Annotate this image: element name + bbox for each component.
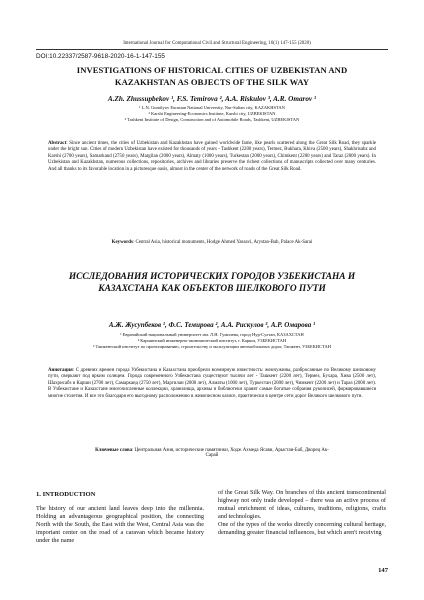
authors-english: A.Zh. Zhussupbekov ¹, F.S. Temirova ², A.A. Riskulov ³, A.R. Omarov ¹ (107, 95, 317, 103)
body-paragraph: One of the types of the works directly concerning cultural heritage, demanding greater financial influences, but which aren't receiving (218, 521, 386, 537)
affiliations-english (60, 105, 364, 123)
affiliation-1: ¹ L.N. Gumilyov Eurasian National University, Nur-Sultan city, KAZAKHSTAN (139, 105, 285, 110)
affiliation-2: ² Karshi Engineering-Economics Institute, Karshi city, UZBEKISTAN (148, 111, 276, 117)
affiliation-ru-2: ² Каршинский инженерно-экономический институт, г. Карши, УЗБЕКИСТАН (137, 338, 287, 344)
affiliation-3: ³ Tashkent Institute of Design, Construction and of Automobile Roads, Tashkent, UZBEKISTAN (124, 117, 300, 123)
affiliations-russian (56, 332, 368, 350)
section-heading-introduction: 1. INTRODUCTION (36, 491, 96, 498)
abstract-label-ru: Аннотация (48, 368, 73, 373)
abstract-english (48, 141, 376, 173)
paper-title-english: INVESTIGATIONS OF HISTORICAL CITIES OF UZBEKISTAN AND KAZAKHSTAN AS OBJECTS OF THE SILK WAY (76, 65, 348, 87)
keywords-label: Keywords (111, 240, 133, 245)
affiliation-ru-3: ³ Ташкентский институт по проектированию, строительству и эксплуатации автомобильных дорог, Ташкент, УЗБЕКИСТАН (92, 344, 332, 350)
abstract-russian (48, 368, 376, 400)
journal-citation: International Journal for Computational Civil and Structural Engineering, 16(1) 147-155 (2020) (123, 41, 311, 46)
body-column-left (36, 505, 204, 545)
keywords-text-ru: : Центральная Азия, исторические памятники, Ходж Ахмеда Ясави, Арыстан-Баб, Дворец Ак-Сарай (132, 448, 329, 458)
paper-title-russian: ИССЛЕДОВАНИЯ ИСТОРИЧЕСКИХ ГОРОДОВ УЗБЕКИСТАНА И КАЗАХСТАНА КАК ОБЪЕКТОВ ШЕЛКОВОГО ПУТИ (68, 272, 356, 295)
doi: DOI:10.22337/2587-9618-2020-16-1-147-155 (36, 53, 165, 60)
keywords-english (48, 240, 376, 245)
authors-russian: А.Ж. Жусупбеков ¹, Ф.С. Темирова ², А.А. Рискулов ³, А.Р. Омарова ¹ (108, 321, 316, 329)
body-column-right (218, 489, 386, 538)
abstract-text: : Since ancient times, the cities of Uzbekistan and Kazakhstan have gained worldwide fame, like pearls scattered along the Great Silk Road, they sparkle under the bright sun. Cities of modern Uzbekistan have existed for thousands of years - Tashkent (2200 years), Termez, Bukhara, Khiva (2500 years), Shakhrisabz and Karshi (2700 years), Samarkand (2750 years), Margilan (2000 years), Almaty (1000 years), Turkestan (2000 years), Chimkent (2200 years) and Taraz (2000 years). In Uzbekistan and Kazakhstan, numerous collections, repositories, archives and libraries preserve the richest collections of manuscripts collected over many centuries. And all thanks to its favorable location in a picturesque oasis, almost in the center of the network of roads of the Great Silk Road. (48, 141, 376, 172)
abstract-label: Abstract (48, 141, 67, 146)
keywords-russian (90, 448, 334, 458)
keywords-label-ru: Ключевые слова (95, 448, 133, 453)
header-divider (36, 49, 388, 50)
keywords-text: : Central Asia, historical monuments, Hodge Ahmed Yassavi, Arystan-Bab, Palace Ak-Sarai (132, 240, 313, 245)
affiliation-ru-1: ¹ Евразийский национальный университет им. Л.Н. Гумилева, город Нур-Султан, КАЗАХСТАН (120, 332, 304, 337)
abstract-text-ru: : С древних времен города Узбекистана и Казахстана приобрели всемирную известность: жемчужины, разбросанные по Великому шелковому пути, сверкают под ярким солнцем. Города современного Узбекистана существуют тысячи лет - Ташкент (2200 лет), Термез, Бухара, Хива (2500 лет), Шахрисабз и Карши (2700 лет), Самарканд (2750 лет), Маргилан (2000 лет), Алматы (1000 лет), Туркестан (2000 лет), Чимкент (2200 лет) и Тараз (2000 лет). В Узбекистане и Казахстане многочисленные коллекции, хранилища, архивы и библиотеки хранят самые богатые собрания рукописей, формировавшиеся многие столетия. И все это благодаря его выгодному расположению в живописном оазисе, практически в центре сети дорог Великого шелкового пути. (48, 368, 376, 399)
page-number: 147 (378, 567, 388, 574)
body-paragraph: of the Great Silk Way. On branches of this ancient transcontinental highway not only trade developed – there was an active process of mutual enrichment of ideas, cultures, traditions, religions, crafts and technologies. (218, 489, 386, 521)
body-paragraph: The history of our ancient land leaves deep into the millennia. Holding an advantageous geographical position, the connecting North with the South, the East with the West, Central Asia was the important center on the road of a caravan which became history under the name (36, 505, 204, 545)
